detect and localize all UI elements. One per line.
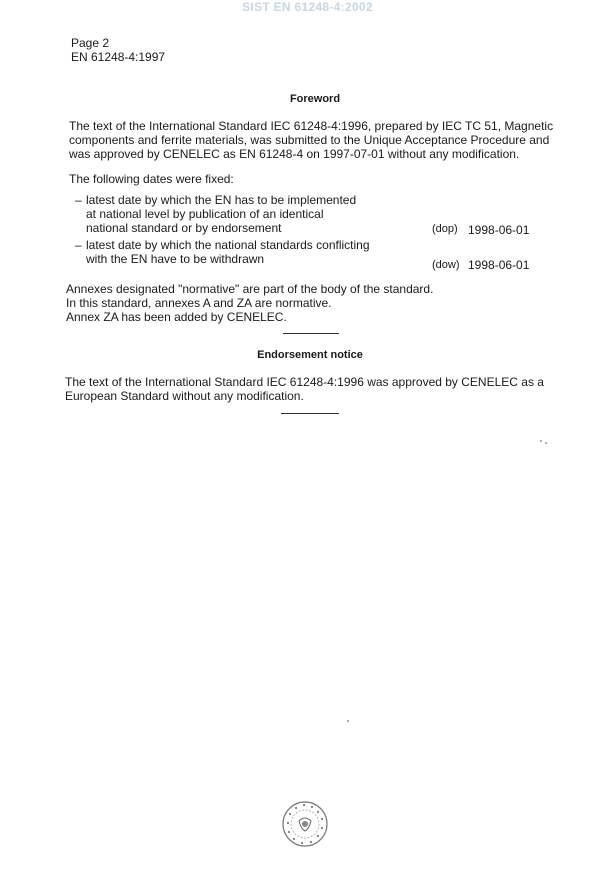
dash-bullet: – xyxy=(75,238,82,252)
scan-speck xyxy=(347,720,349,722)
foreword-intro xyxy=(69,119,569,161)
text-line: latest date by which the EN has to be implemented xyxy=(86,193,357,207)
endorsement-text xyxy=(65,375,585,403)
text-line: Annexes designated "normative" are part of the body of the standard. xyxy=(66,282,434,296)
text-line: The text of the International Standard IEC 61248-4:1996, prepared by IEC TC 51, Magnetic xyxy=(69,119,554,133)
scan-speck xyxy=(545,442,547,444)
text-line: was approved by CENELEC as EN 61248-4 on 1997-07-01 without any modification. xyxy=(69,147,520,161)
text-line: components and ferrite materials, was submitted to the Unique Acceptance Procedure and xyxy=(69,133,550,147)
scan-speck xyxy=(540,440,542,442)
endorsement-heading: Endorsement notice xyxy=(257,349,363,361)
page-number: Page 2 xyxy=(71,36,110,50)
date-item-text xyxy=(86,193,426,235)
date-item-dow xyxy=(75,238,545,272)
date-code: (dow) xyxy=(432,259,460,271)
section-divider xyxy=(281,413,339,414)
watermark: SIST EN 61248-4:2002 xyxy=(242,0,373,14)
text-line: European Standard without any modification. xyxy=(65,389,304,403)
foreword-heading: Foreword xyxy=(289,93,341,105)
text-line: The text of the International Standard IEC 61248-4:1996 was approved by CENELEC as a xyxy=(65,375,544,389)
document-id: EN 61248-4:1997 xyxy=(71,50,166,64)
text-line: In this standard, annexes A and ZA are normative. xyxy=(66,296,332,310)
official-seal-stamp xyxy=(281,799,329,849)
text-line: at national level by publication of an identical xyxy=(86,207,324,221)
date-item-text xyxy=(86,238,426,266)
text-line: Annex ZA has been added by CENELEC. xyxy=(66,310,287,324)
page-header xyxy=(71,36,165,64)
section-divider xyxy=(283,333,339,334)
annex-notes xyxy=(66,282,546,324)
dash-bullet: – xyxy=(75,193,82,207)
date-value: 1998-06-01 xyxy=(468,258,530,272)
date-value: 1998-06-01 xyxy=(468,223,530,237)
text-line: with the EN have to be withdrawn xyxy=(86,252,265,266)
text-line: national standard or by endorsement xyxy=(86,221,282,235)
date-item-dop xyxy=(75,193,545,237)
dates-intro: The following dates were fixed: xyxy=(69,172,234,186)
date-code: (dop) xyxy=(432,223,458,235)
text-line: latest date by which the national standards conflicting xyxy=(86,238,370,252)
